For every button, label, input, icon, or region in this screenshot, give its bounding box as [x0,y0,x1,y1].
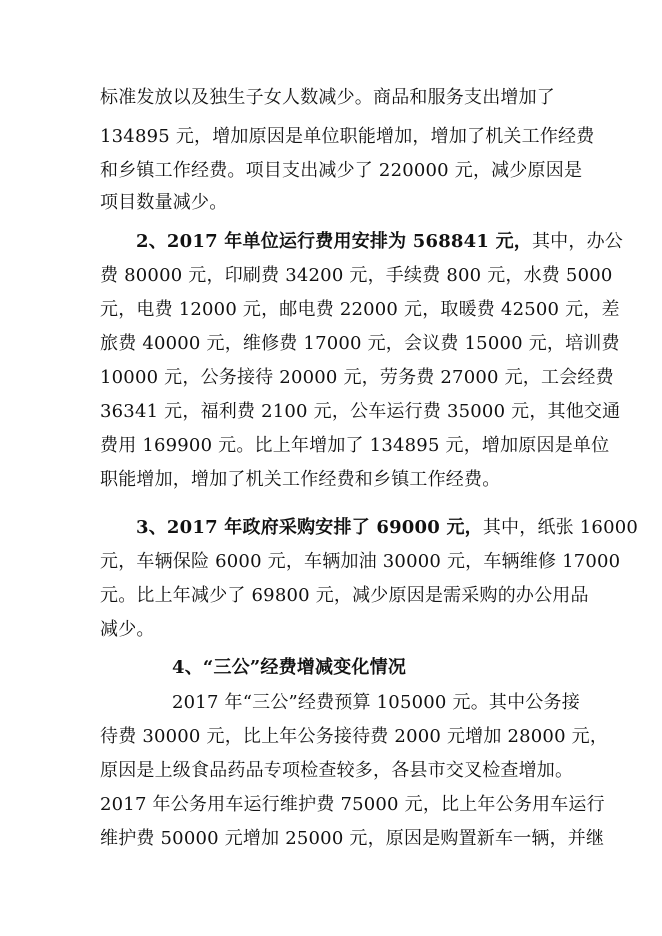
paragraph-3-heading: 3、2017 年政府采购安排了 69000 元， [136,517,483,538]
text-line: 2017 年公务用车运行维护费 75000 元，比上年公务用车运行 [100,794,605,815]
text-line: 36341 元，福利费 2100 元，公车运行费 35000 元，其他交通 [100,401,621,422]
paragraph-3-first-line-rest: 其中，纸张 16000 [482,517,639,538]
text-line: 原因是上级食品药品专项检查较多，各县市交叉检查增加。 [100,760,574,781]
text-line: 标准发放以及独生子女人数减少。商品和服务支出增加了 [100,87,555,108]
text-line: 元，车辆保险 6000 元，车辆加油 30000 元，车辆维修 17000 [100,551,621,572]
paragraph-2-first-line [136,230,623,254]
text-line: 元。比上年减少了 69800 元，减少原因是需采购的办公用品 [100,585,589,606]
text-line: 134895 元，增加原因是单位职能增加，增加了机关工作经费 [100,126,595,147]
text-line: 职能增加，增加了机关工作经费和乡镇工作经费。 [100,469,501,490]
paragraph-3-first-line [136,516,639,540]
text-line: 元，电费 12000 元，邮电费 22000 元，取暖费 42500 元，差 [100,299,620,320]
text-line: 10000 元，公务接待 20000 元，劳务费 27000 元，工会经费 [100,367,614,388]
paragraph-2-first-line-rest: 其中，办公 [531,231,623,252]
paragraph-2-heading: 2、2017 年单位运行费用安排为 568841 元， [136,231,532,252]
text-line: 2017 年“三公”经费预算 105000 元。其中公务接 [172,692,580,713]
text-line: 待费 30000 元，比上年公务接待费 2000 元增加 28000 元， [100,726,609,747]
text-line: 减少。 [100,619,155,640]
text-line: 项目数量减少。 [100,192,228,213]
text-line: 费用 169900 元。比上年增加了 134895 元，增加原因是单位 [100,435,610,456]
text-line: 维护费 50000 元增加 25000 元，原因是购置新车一辆，并继 [100,828,605,849]
text-line: 旅费 40000 元，维修费 17000 元，会议费 15000 元，培训费 [100,333,620,354]
text-line: 费 80000 元，印刷费 34200 元，手续费 800 元，水费 5000 [100,265,613,286]
text-line: 和乡镇工作经费。项目支出减少了 220000 元，减少原因是 [100,160,583,181]
section-4-heading: 4、“三公”经费增减变化情况 [172,657,407,678]
